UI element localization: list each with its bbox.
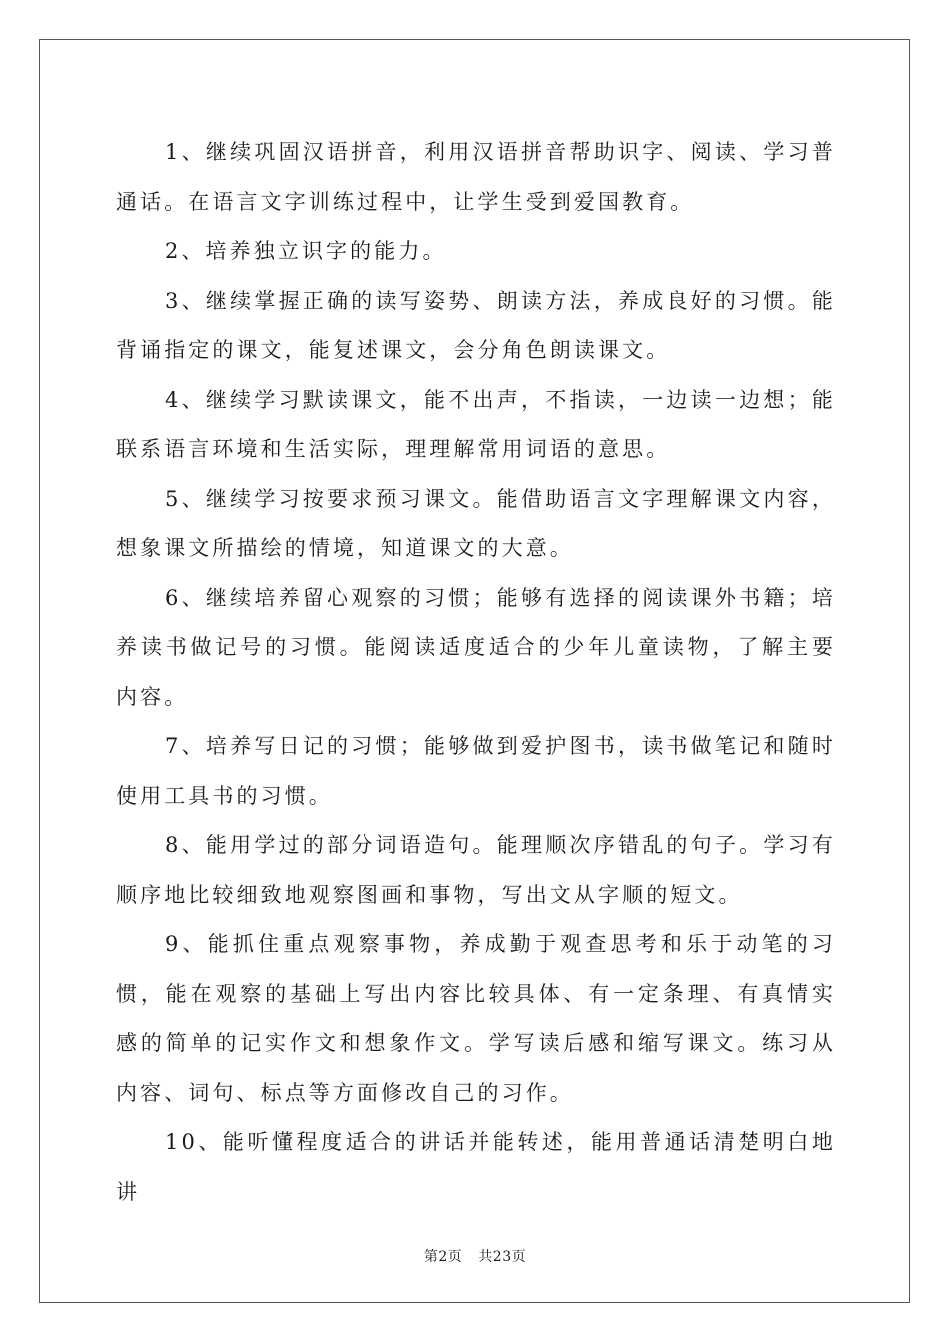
paragraph-9: 9、能抓住重点观察事物，养成勤于观查思考和乐于动笔的习惯，能在观察的基础上写出内容比较具体、有一定条理、有真情实感的简单的记实作文和想象作文。学写读后感和缩写课文。练习从内容、词句、标点等方面修改自己的习作。 [116,932,836,1105]
paragraph-3: 3、继续掌握正确的读写姿势、朗读方法，养成良好的习惯。能背诵指定的课文，能复述课文，会分角色朗读课文。 [116,288,836,362]
page-footer [0,1246,950,1266]
paragraph-2: 2、培养独立识字的能力。 [165,239,447,263]
paragraph-1: 1、继续巩固汉语拼音，利用汉语拼音帮助识字、阅读、学习普通话。在语言文字训练过程中，让学生受到爱国教育。 [116,140,836,214]
paragraph-8: 8、能用学过的部分词语造句。能理顺次序错乱的句子。学习有顺序地比较细致地观察图画和事物，写出文从字顺的短文。 [116,833,836,907]
document-body [116,128,836,1217]
page-number-total: 共23页 [478,1249,527,1265]
paragraph-10: 10、能听懂程度适合的讲话并能转述，能用普通话清楚明白地讲 [116,1130,836,1204]
page-number-current: 第2页 [423,1249,463,1265]
paragraph-5: 5、继续学习按要求预习课文。能借助语言文字理解课文内容，想象课文所描绘的情境，知道课文的大意。 [116,486,836,560]
paragraph-7: 7、培养写日记的习惯；能够做到爱护图书，读书做笔记和随时使用工具书的习惯。 [116,734,836,808]
paragraph-6: 6、继续培养留心观察的习惯；能够有选择的阅读课外书籍；培养读书做记号的习惯。能阅读适度适合的少年儿童读物，了解主要内容。 [116,585,836,709]
paragraph-4: 4、继续学习默读课文，能不出声，不指读，一边读一边想；能联系语言环境和生活实际，理理解常用词语的意思。 [116,387,836,461]
